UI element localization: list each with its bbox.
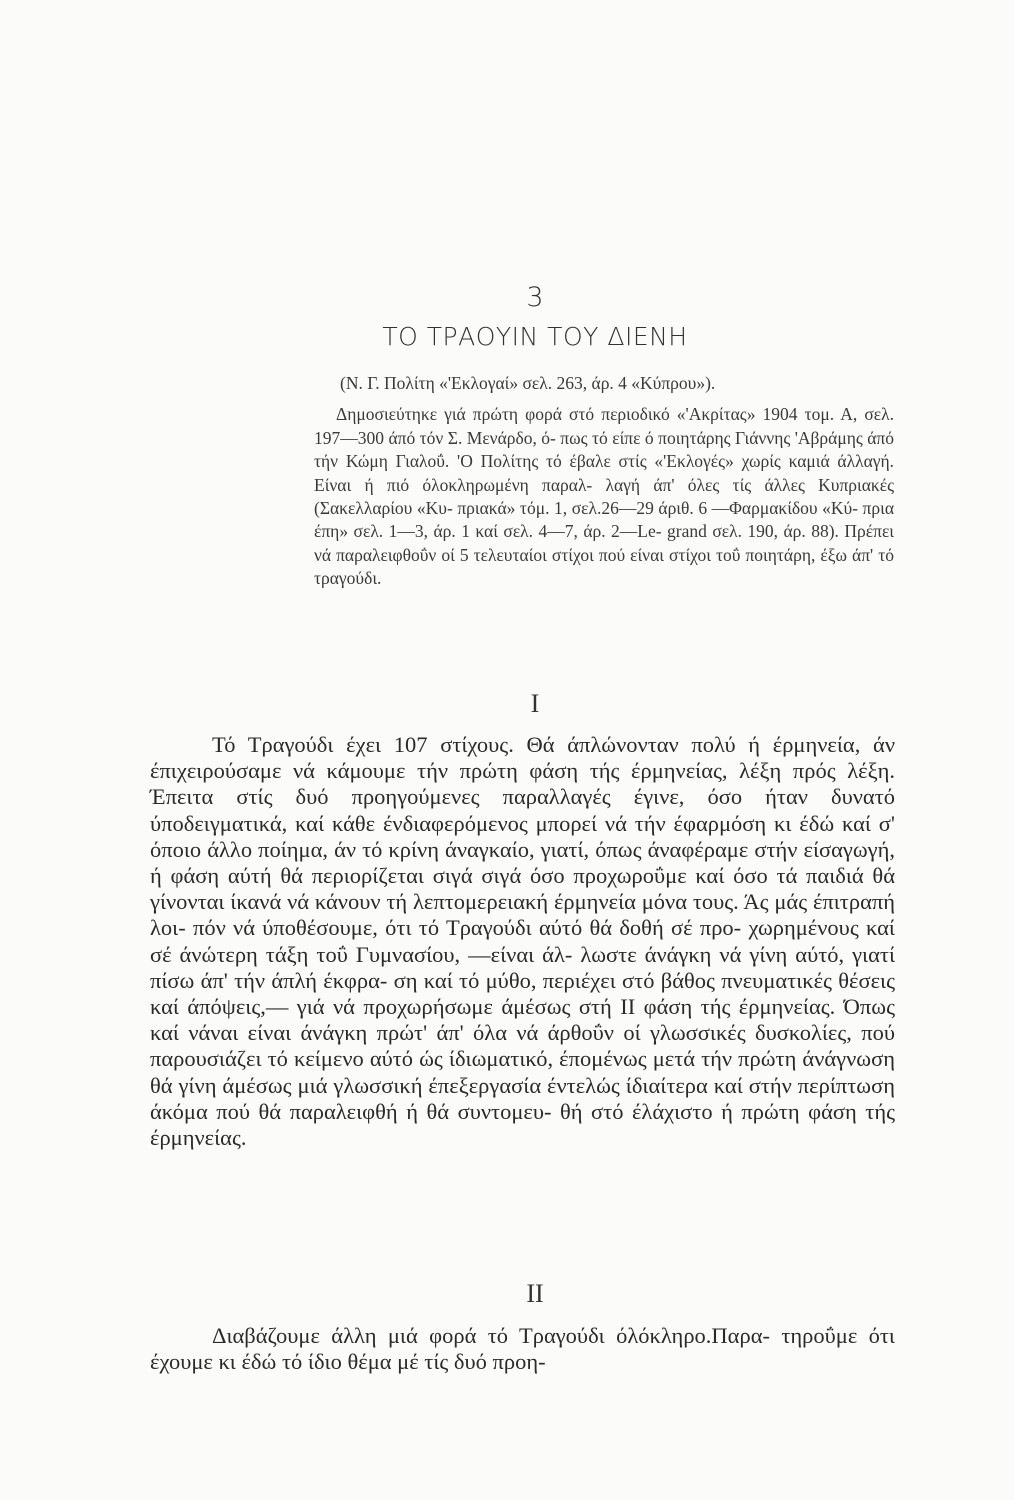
section-1-paragraph: Τό Τραγούδι έχει 107 στίχους. Θά άπλώνονταν πολύ ή έρμηνεία, άν έπιχειρούσαμε νά κάμουμε τήν πρώτη φάση τής έρμηνείας, λέξη πρός λέξη. Έπειτα στίς δυό προηγούμενες παραλλαγές έγινε, όσο ήταν δυνατό ύποδειγματικά, καί κάθε ένδιαφερόμενος μπορεί νά τήν έφαρμόση κι έδώ καί σ' όποιο άλλο ποίημα, άν τό κρίνη άναγκαίο, γιατί, όπως άναφέραμε στήν είσαγωγή, ή φάση αύτή θά περιορίζεται σιγά σιγά όσο προχωροΰμε καί όσο τά παιδιά θά γίνονται ίκανά νά κάνουν τή λεπτομερειακή έρμηνεία μόνα τους. Άς μάς έπιτραπή λοι- πόν νά ύποθέσουμε, ότι τό Τραγούδι αύτό θά δοθή σέ προ- χωρημένους καί σέ άνώτερη τάξη τοΰ Γυμνασίου, —είναι άλ- λωστε άνάγκη νά γίνη αύτό, γιατί πίσω άπ' τήν άπλή έκφρα- ση καί τό μύθο, περιέχει στό βάθος πνευματικές θέσεις καί άπόψεις,— γιά νά προχωρήσωμε άμέσως στή II φάση τής έρμηνείας. Όπως καί νάναι είναι άνάγκη πρώτ' άπ' όλα νά άρθοΰν οί γλωσσικές δυσκολίες, πού παρουσιάζει τό κείμενο αύτό ώς ίδιωματικό, έπομένως μετά τήν πρώτη άνάγνωση θά γίνη άμέσως μιά γλωσσική έπεξεργασία έντελώς ίδιαίτερα καί στήν περίπτωση άκόμα πού θά παραλειφθή ή θά συντομευ- θή στό έλάχιστο ή πρώτη φάση τής έρμηνείας.: [150, 732, 895, 1151]
source-citation: (Ν. Γ. Πολίτη «'Εκλογαί» σελ. 263, άρ. 4 «Κύπρου»).: [340, 373, 716, 393]
section-heading-1: I: [530, 689, 540, 718]
chapter-title: ΤΟ ΤΡΑΟΥΙΝ ΤΟΥ ΔΙΕΝΗ: [382, 322, 688, 351]
publication-note: Δημοσιεύτηκε γιά πρώτη φορά στό περιοδικό «'Ακρίτας» 1904 τομ. Α, σελ. 197—300 άπό τόν Σ. Μενάρδο, ό- πως τό είπε ό ποιητάρης Γιάννης 'Αβράμης άπό τήν Κώμη Γιαλοΰ. 'Ο Πολίτης τό έβαλε στίς «'Εκλογές» χωρίς καμιά άλλαγή. Είναι ή πιό όλοκληρωμένη παραλ- λαγή άπ' όλες τίς άλλες Κυπριακές (Σακελλαρίου «Κυ- πριακά» τόμ. 1, σελ.26—29 άριθ. 6 —Φαρμακίδου «Κύ- πρια έπη» σελ. 1—3, άρ. 1 καί σελ. 4—7, άρ. 2—Le- grand σελ. 190, άρ. 88). Πρέπει νά παραλειφθοΰν οί 5 τελευταίοι στίχοι πού είναι στίχοι τοΰ ποιητάρη, έξω άπ' τό τραγούδι.: [314, 404, 894, 589]
section-1-body: [150, 732, 895, 1151]
intro-block: [314, 372, 894, 591]
chapter-number: 3: [526, 282, 544, 313]
section-2-paragraph: Διαβάζουμε άλλη μιά φορά τό Τραγούδι όλόκληρο.Παρα- τηροΰμε ότι έχουμε κι έδώ τό ίδιο θέμα μέ τίς δυό προη-: [150, 1323, 895, 1375]
section-heading-2: II: [526, 1279, 544, 1308]
section-2-body: [150, 1323, 895, 1375]
